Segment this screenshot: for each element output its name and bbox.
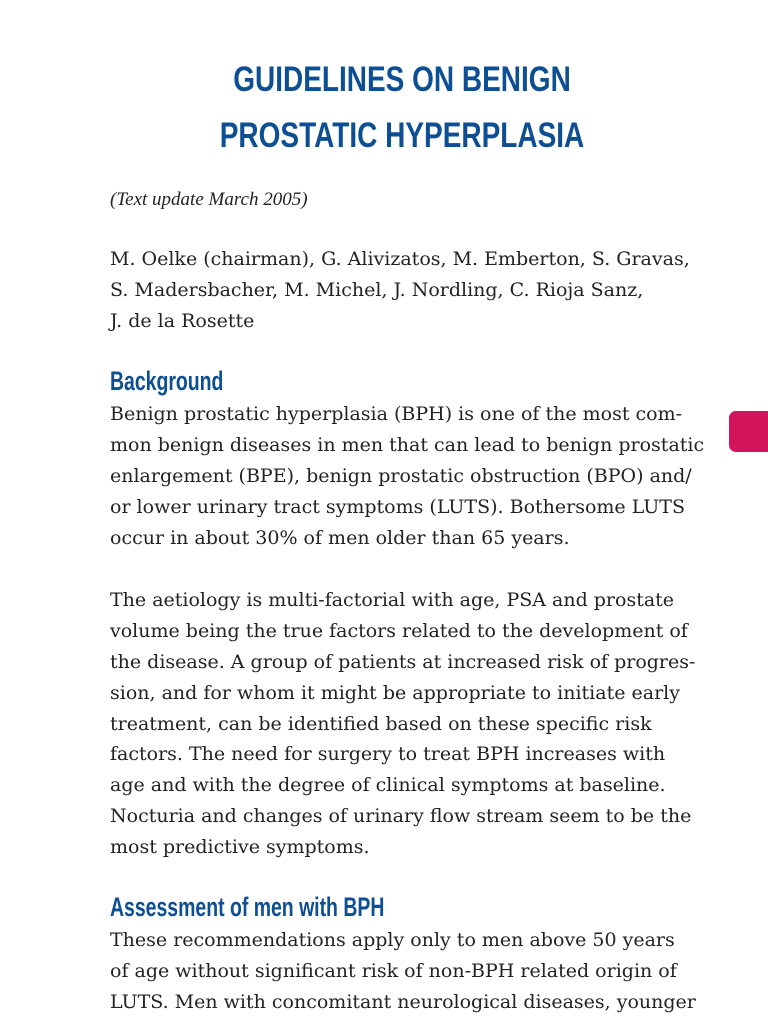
text-line: factors. The need for surgery to treat BPH increases with (110, 743, 666, 766)
background-paragraph-1 (110, 399, 704, 554)
update-note: (Text update March 2005) (110, 189, 308, 210)
section-tab-marker (729, 411, 768, 452)
text-line: These recommendations apply only to men above 50 years (110, 929, 675, 951)
section-heading-background: Background (110, 366, 224, 396)
text-line: treatment, can be identified based on these specific risk (110, 712, 652, 735)
text-line: LUTS. Men with concomitant neurological diseases, younger (110, 991, 696, 1013)
text-line: age and with the degree of clinical symptoms at baseline. (110, 774, 666, 797)
title-line-2: PROSTATIC HYPERPLASIA (219, 116, 585, 155)
text-line: The aetiology is multi-factorial with age, PSA and prostate (110, 589, 675, 611)
text-line: enlargement (BPE), benign prostatic obstruction (BPO) and/ (110, 465, 692, 487)
author-line: M. Oelke (chairman), G. Alivizatos, M. Emberton, S. Gravas, (110, 248, 690, 270)
section-heading-assessment: Assessment of men with BPH (110, 892, 385, 922)
text-line: sion, and for whom it might be appropriate to initiate early (110, 681, 680, 704)
author-line: J. de la Rosette (110, 310, 255, 332)
title-line-1: GUIDELINES ON BENIGN (233, 60, 571, 99)
text-line: most predictive symptoms. (110, 836, 370, 859)
text-line: of age without significant risk of non-BPH related origin of (110, 960, 677, 982)
text-line: or lower urinary tract symptoms (LUTS). Bothersome LUTS (110, 496, 685, 518)
document-title (80, 52, 723, 164)
text-line: Benign prostatic hyperplasia (BPH) is one of the most com- (110, 403, 683, 425)
text-line: volume being the true factors related to the development of (110, 619, 688, 642)
text-line: mon benign diseases in men that can lead to benign prostatic (110, 434, 705, 456)
background-paragraph-2 (110, 585, 695, 863)
author-list (110, 244, 690, 337)
text-line: Nocturia and changes of urinary flow stream seem to be the (110, 805, 692, 828)
text-line: the disease. A group of patients at increased risk of progres- (110, 650, 696, 673)
author-line: S. Madersbacher, M. Michel, J. Nordling, C. Rioja Sanz, (110, 279, 644, 301)
text-line: occur in about 30% of men older than 65 years. (110, 527, 570, 549)
assessment-paragraph-1 (110, 925, 696, 1018)
